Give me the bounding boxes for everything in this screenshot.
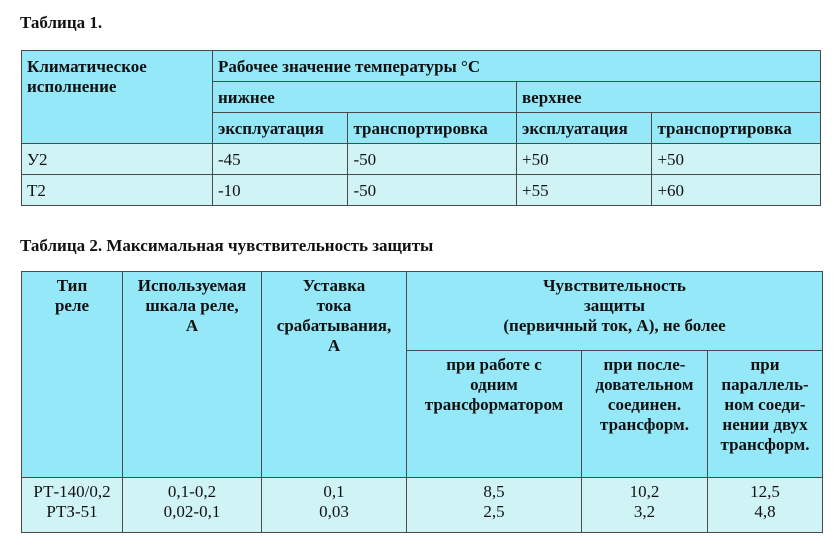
cell-setting: 0,1 0,03: [262, 478, 407, 533]
header-upper-transport: транспортировка: [652, 113, 821, 144]
header-working-temp: Рабочее значение температуры °С: [213, 51, 821, 82]
header-climate: Климатическое исполнение: [22, 51, 213, 144]
cell-low-op: -10: [213, 175, 348, 206]
cell-relay: РТ-140/0,2 РТЗ-51: [22, 478, 123, 533]
cell-one: 8,5 2,5: [407, 478, 582, 533]
header-lower-operation: эксплуатация: [213, 113, 348, 144]
header-lower-transport: транспортировка: [348, 113, 517, 144]
row-name: У2: [22, 144, 213, 175]
cell-up-op: +55: [516, 175, 651, 206]
cell-up-tr: +60: [652, 175, 821, 206]
table-row: [22, 175, 821, 206]
row-name: Т2: [22, 175, 213, 206]
table-row: [22, 144, 821, 175]
header-lower: нижнее: [213, 82, 517, 113]
header-parallel: при параллель- ном соеди- нении двух трансформ.: [708, 351, 823, 478]
sensitivity-table: [21, 271, 823, 533]
cell-up-tr: +50: [652, 144, 821, 175]
cell-low-tr: -50: [348, 175, 517, 206]
table1-caption: Таблица 1.: [20, 13, 103, 32]
cell-scale: 0,1-0,2 0,02-0,1: [123, 478, 262, 533]
cell-parallel: 12,5 4,8: [708, 478, 823, 533]
table2-caption: Таблица 2. Максимальная чувствительность защиты: [20, 236, 434, 255]
header-relay-type: Тип реле: [22, 272, 123, 478]
header-upper-operation: эксплуатация: [516, 113, 651, 144]
header-sensitivity: Чувствительность защиты (первичный ток, А), не более: [407, 272, 823, 351]
header-scale: Используемая шкала реле, А: [123, 272, 262, 478]
climate-table: [21, 50, 821, 206]
header-series: при после- довательном соединен. трансформ.: [582, 351, 708, 478]
header-setting: Уставка тока срабатывания, А: [262, 272, 407, 478]
cell-up-op: +50: [516, 144, 651, 175]
cell-low-op: -45: [213, 144, 348, 175]
table-row: [22, 478, 823, 533]
cell-series: 10,2 3,2: [582, 478, 708, 533]
header-upper: верхнее: [516, 82, 820, 113]
cell-low-tr: -50: [348, 144, 517, 175]
header-one-transformer: при работе с одним трансформатором: [407, 351, 582, 478]
